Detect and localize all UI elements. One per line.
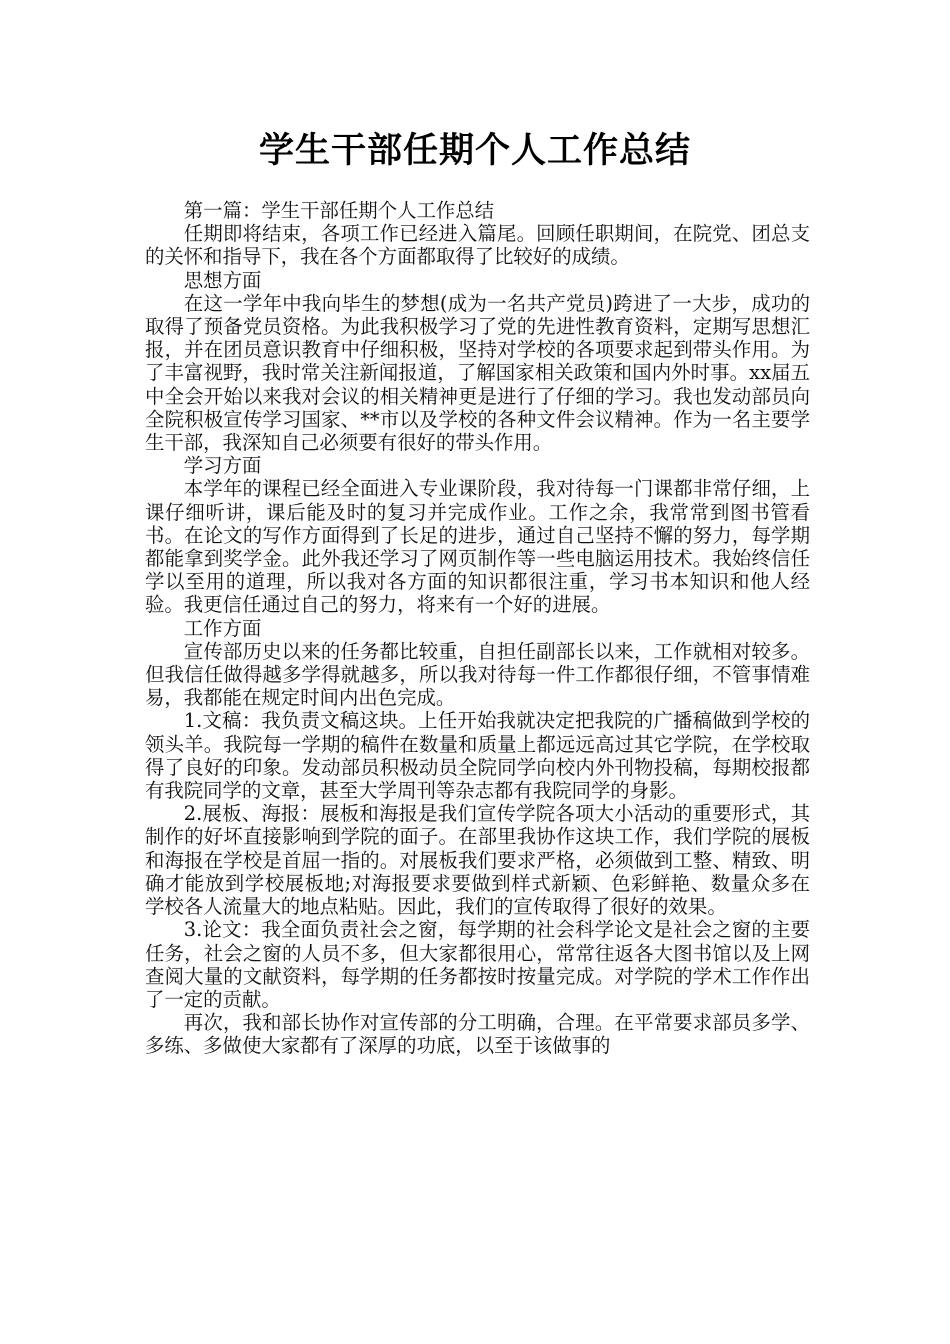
paragraph-intro: 任期即将结束，各项工作已经进入篇尾。回顾任职期间，在院党、团总支的关怀和指导下，我在各个方面都取得了比较好的成绩。 [145,222,810,269]
subheading-work: 工作方面 [183,616,262,640]
paragraph-work: 宣传部历史以来的任务都比较重，自担任副部长以来，工作就相对较多。但我信任做得越多学得就越多，所以我对待每一件工作都很仔细，不管事情难易，我都能在规定时间内出色完成。 [145,639,810,710]
paragraph-study: 本学年的课程已经全面进入专业课阶段，我对待每一门课都非常仔细，上课仔细听讲，课后能及时的复习并完成作业。工作之余，我常常到图书管看书。在论文的写作方面得到了长足的进步，通过自己坚持不懈的努力，每学期都能拿到奖学金。此外我还学习了网页制作等一些电脑运用技术。我始终信任学以至用的道理，所以我对各方面的知识都很注重，学习书本知识和他人经验。我更信任通过自己的努力，将来有一个好的进展。 [145,477,810,617]
page-title: 学生干部任期个人工作总结 [258,131,691,171]
subheading-thought: 思想方面 [183,268,262,292]
document-body [145,199,810,1058]
subheading-study: 学习方面 [183,454,262,478]
paragraph-item-posters: 2.展板、海报：展板和海报是我们宣传学院各项大小活动的重要形式，其制作的好坏直接影响到学院的面子。在部里我协作这块工作，我们学院的展板和海报在学校是首屈一指的。对展板我们要求严格，必须做到工整、精致、明确才能放到学校展板地;对海报要求要做到样式新颖、色彩鲜艳、数量众多在学校各人流量大的地点粘贴。因此，我们的宣传取得了很好的效果。 [145,802,810,919]
paragraph-thought: 在这一学年中我向毕生的梦想(成为一名共产党员)跨进了一大步，成功的取得了预备党员资格。为此我积极学习了党的先进性教育资料，定期写思想汇报，并在团员意识教育中仔细积极，坚持对学校的各项要求起到带头作用。为了丰富视野，我时常关注新闻报道，了解国家相关政策和国内外时事。xx届五中全会开始以来我对会议的相关精神更是进行了仔细的学习。我也发动部员向全院积极宣传学习国家、**市以及学校的各种文件会议精神。作为一名主要学生干部，我深知自己必须要有很好的带头作用。 [145,291,810,455]
paragraph-item-manuscripts: 1.文稿：我负责文稿这块。上任开始我就决定把我院的广播稿做到学校的领头羊。我院每一学期的稿件在数量和质量上都远远高过其它学院，在学校取得了良好的印象。发动部员积极动员全院同学向校内外刊物投稿，每期校报都有我院同学的文章，甚至大学周刊等杂志都有我院同学的身影。 [145,709,810,803]
paragraph-cooperation: 再次，我和部长协作对宣传部的分工明确，合理。在平常要求部员多学、多练、多做使大家都有了深厚的功底，以至于该做事的 [145,1011,810,1058]
paragraph-section-heading: 第一篇：学生干部任期个人工作总结 [183,199,495,222]
paragraph-item-papers: 3.论文：我全面负责社会之窗，每学期的社会科学论文是社会之窗的主要任务，社会之窗的人员不多，但大家都很用心，常常往返各大图书馆以及上网查阅大量的文献资料，每学期的任务都按时按量完成。对学院的学术工作作出了一定的贡献。 [145,918,810,1011]
